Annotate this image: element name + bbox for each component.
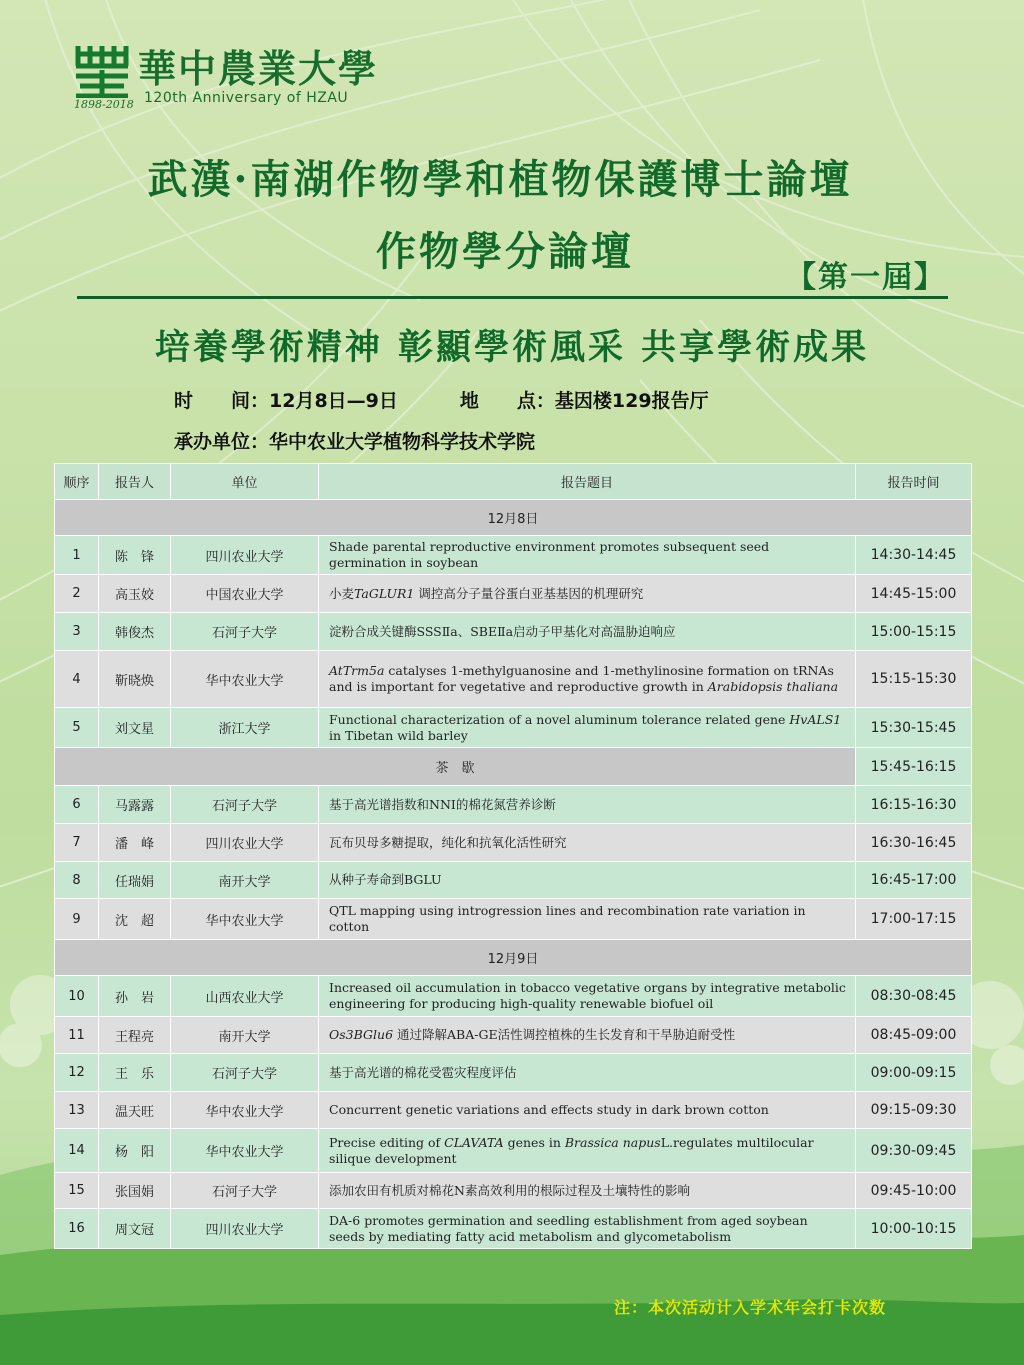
host-value: 华中农业大学植物科学技术学院 [269, 431, 536, 453]
table-row [55, 613, 972, 651]
day-row [55, 500, 972, 536]
unit-cell: 华中农业大学 [171, 1129, 319, 1173]
speaker-cell: 孙 岩 [99, 976, 171, 1017]
talk-title-cell [319, 708, 856, 748]
title-divider [77, 296, 948, 299]
species-name: Brassica napus [564, 1134, 661, 1150]
speaker-cell: 高玉姣 [99, 575, 171, 613]
university-name: 華中農業大學 [138, 46, 379, 91]
order-cell: 16 [55, 1209, 99, 1249]
unit-cell: 浙江大学 [171, 708, 319, 748]
forum-title: 武漢·南湖作物學和植物保護博士論壇 [147, 156, 853, 203]
title-text: L.regulates multilocular silique development [329, 1134, 814, 1166]
host-line [174, 427, 535, 454]
table-row [55, 536, 972, 575]
unit-cell: 石河子大学 [171, 1173, 319, 1209]
time-cell: 09:45-10:00 [856, 1173, 972, 1209]
tea-break-label: 茶 歇 [55, 748, 856, 786]
gene-name: TaGLUR1 [354, 585, 415, 601]
schedule-table [54, 463, 972, 1249]
table-row [55, 708, 972, 748]
order-cell: 14 [55, 1129, 99, 1173]
time-cell: 16:30-16:45 [856, 824, 972, 862]
title-text: 通过降解ABA-GE活性调控植株的生长发育和干旱胁迫耐受性 [393, 1027, 736, 1042]
speaker-cell: 马露露 [99, 786, 171, 824]
time-value: 12月8日—9日 [269, 390, 398, 412]
talk-title-cell: 瓦布贝母多糖提取，纯化和抗氧化活性研究 [319, 824, 856, 862]
talk-title-cell [319, 1129, 856, 1173]
unit-cell: 四川农业大学 [171, 1209, 319, 1249]
time-cell: 17:00-17:15 [856, 899, 972, 940]
table-row [55, 1054, 972, 1092]
time-cell: 14:45-15:00 [856, 575, 972, 613]
speaker-cell: 王 乐 [99, 1054, 171, 1092]
order-cell: 15 [55, 1173, 99, 1209]
host-label: 承办单位： [174, 431, 270, 453]
talk-title-cell [319, 651, 856, 708]
title-text: 调控高分子量谷蛋白亚基基因的机理研究 [414, 585, 644, 601]
talk-title-cell: 基于高光谱的棉花受雹灾程度评估 [319, 1054, 856, 1092]
title-text: Functional characterization of a novel aluminum tolerance related gene [329, 711, 790, 727]
unit-cell: 四川农业大学 [171, 824, 319, 862]
speaker-cell: 任瑞娟 [99, 862, 171, 899]
talk-title-cell: Concurrent genetic variations and effects study in dark brown cotton [319, 1092, 856, 1129]
title-text: in Tibetan wild barley [329, 727, 468, 743]
unit-cell: 石河子大学 [171, 613, 319, 651]
order-cell: 4 [55, 651, 99, 708]
speaker-cell: 潘 峰 [99, 824, 171, 862]
unit-cell: 中国农业大学 [171, 575, 319, 613]
table-row [55, 1209, 972, 1249]
unit-cell: 石河子大学 [171, 786, 319, 824]
time-cell: 09:30-09:45 [856, 1129, 972, 1173]
order-cell: 2 [55, 575, 99, 613]
order-cell: 11 [55, 1017, 99, 1054]
talk-title-cell: Increased oil accumulation in tobacco vegetative organs by integrative metabolic engineering for producing high-quality renewable biofuel oil [319, 976, 856, 1017]
time-label: 时 间： [174, 390, 270, 412]
time-cell: 16:45-17:00 [856, 862, 972, 899]
table-row [55, 651, 972, 708]
table-row [55, 1017, 972, 1054]
table-row [55, 1092, 972, 1129]
slogan: 培養學術精神 彰顯學術風采 共享學術成果 [154, 327, 870, 368]
gene-name: HvALS1 [789, 711, 842, 727]
footer-note: 注：本次活动计入学术年会打卡次数 [614, 1298, 887, 1317]
title-text: genes in [503, 1134, 565, 1150]
talk-title-cell [319, 575, 856, 613]
subforum-title: 作物學分論壇 [376, 228, 634, 275]
order-cell: 6 [55, 786, 99, 824]
time-cell: 15:30-15:45 [856, 708, 972, 748]
unit-cell: 华中农业大学 [171, 899, 319, 940]
time-place-line [174, 386, 709, 413]
speaker-cell: 韩俊杰 [99, 613, 171, 651]
time-cell: 16:15-16:30 [856, 786, 972, 824]
gene-name: Os3BGlu6 [329, 1027, 394, 1042]
gene-name: AtTrm5a [329, 663, 385, 678]
unit-cell: 华中农业大学 [171, 1092, 319, 1129]
time-cell: 09:00-09:15 [856, 1054, 972, 1092]
speaker-cell: 杨 阳 [99, 1129, 171, 1173]
header-unit: 单位 [171, 464, 319, 500]
gene-name: CLAVATA [444, 1134, 504, 1150]
speaker-cell: 张国娟 [99, 1173, 171, 1209]
unit-cell: 石河子大学 [171, 1054, 319, 1092]
header-title: 报告题目 [319, 464, 856, 500]
time-cell: 15:15-15:30 [856, 651, 972, 708]
talk-title-cell: Shade parental reproductive environment promotes subsequent seed germination in soybean [319, 536, 856, 575]
title-text: 小麦 [329, 585, 355, 601]
unit-cell: 南开大学 [171, 1017, 319, 1054]
speaker-cell: 沈 超 [99, 899, 171, 940]
time-cell: 08:45-09:00 [856, 1017, 972, 1054]
talk-title-cell: 添加农田有机质对棉花N素高效利用的根际过程及土壤特性的影响 [319, 1173, 856, 1209]
speaker-cell: 王程亮 [99, 1017, 171, 1054]
speaker-cell: 陈 锋 [99, 536, 171, 575]
day1-label: 12月8日 [55, 500, 972, 536]
title-text: catalyses 1-methylguanosine and 1-methylinosine formation on tRNAs and is important for vegetative and reproductive growth in [329, 663, 834, 694]
tea-break-row [55, 748, 972, 786]
order-cell: 8 [55, 862, 99, 899]
unit-cell: 山西农业大学 [171, 976, 319, 1017]
order-cell: 9 [55, 899, 99, 940]
time-cell: 14:30-14:45 [856, 536, 972, 575]
day-row [55, 940, 972, 976]
time-cell: 09:15-09:30 [856, 1092, 972, 1129]
table-row [55, 1129, 972, 1173]
time-cell: 10:00-10:15 [856, 1209, 972, 1249]
title-text: Precise editing of [329, 1134, 445, 1150]
speaker-cell: 周文冠 [99, 1209, 171, 1249]
talk-title-cell: 基于高光谱指数和NNI的棉花氮营养诊断 [319, 786, 856, 824]
time-cell: 08:30-08:45 [856, 976, 972, 1017]
order-cell: 3 [55, 613, 99, 651]
table-row [55, 786, 972, 824]
unit-cell: 四川农业大学 [171, 536, 319, 575]
speaker-cell: 温天旺 [99, 1092, 171, 1129]
order-cell: 5 [55, 708, 99, 748]
tea-break-time: 15:45-16:15 [856, 748, 972, 786]
table-row [55, 575, 972, 613]
header-time: 报告时间 [856, 464, 972, 500]
table-row [55, 1173, 972, 1209]
table-row [55, 976, 972, 1017]
anniversary-text: 120th Anniversary of HZAU [144, 90, 349, 106]
order-cell: 1 [55, 536, 99, 575]
day2-label: 12月9日 [55, 940, 972, 976]
order-cell: 10 [55, 976, 99, 1017]
university-logo [72, 40, 379, 116]
place-value: 基因楼129报告厅 [554, 390, 709, 412]
header-order: 顺序 [55, 464, 99, 500]
table-row [55, 824, 972, 862]
unit-cell: 华中农业大学 [171, 651, 319, 708]
speaker-cell: 靳晓焕 [99, 651, 171, 708]
logo-years: 1898-2018 [74, 98, 134, 111]
talk-title-cell: DA-6 promotes germination and seedling establishment from aged soybean seeds by mediating fatty acid metabolism and glycometabolism [319, 1209, 856, 1249]
order-cell: 7 [55, 824, 99, 862]
speaker-cell: 刘文星 [99, 708, 171, 748]
time-cell: 15:00-15:15 [856, 613, 972, 651]
order-cell: 12 [55, 1054, 99, 1092]
talk-title-cell: 从种子寿命到BGLU [319, 862, 856, 899]
unit-cell: 南开大学 [171, 862, 319, 899]
table-header-row [55, 464, 972, 500]
table-row [55, 899, 972, 940]
table-row [55, 862, 972, 899]
talk-title-cell: 淀粉合成关键酶SSSⅡa、SBEⅡa启动子甲基化对高温胁迫响应 [319, 613, 856, 651]
hzau-emblem-icon [72, 42, 132, 98]
header-speaker: 报告人 [99, 464, 171, 500]
species-name: Arabidopsis thaliana [707, 679, 839, 694]
talk-title-cell [319, 1017, 856, 1054]
order-cell: 13 [55, 1092, 99, 1129]
place-label: 地 点： [459, 390, 555, 412]
talk-title-cell: QTL mapping using introgression lines and recombination rate variation in cotton [319, 899, 856, 940]
edition-label: 【第一屆】 [786, 260, 946, 295]
